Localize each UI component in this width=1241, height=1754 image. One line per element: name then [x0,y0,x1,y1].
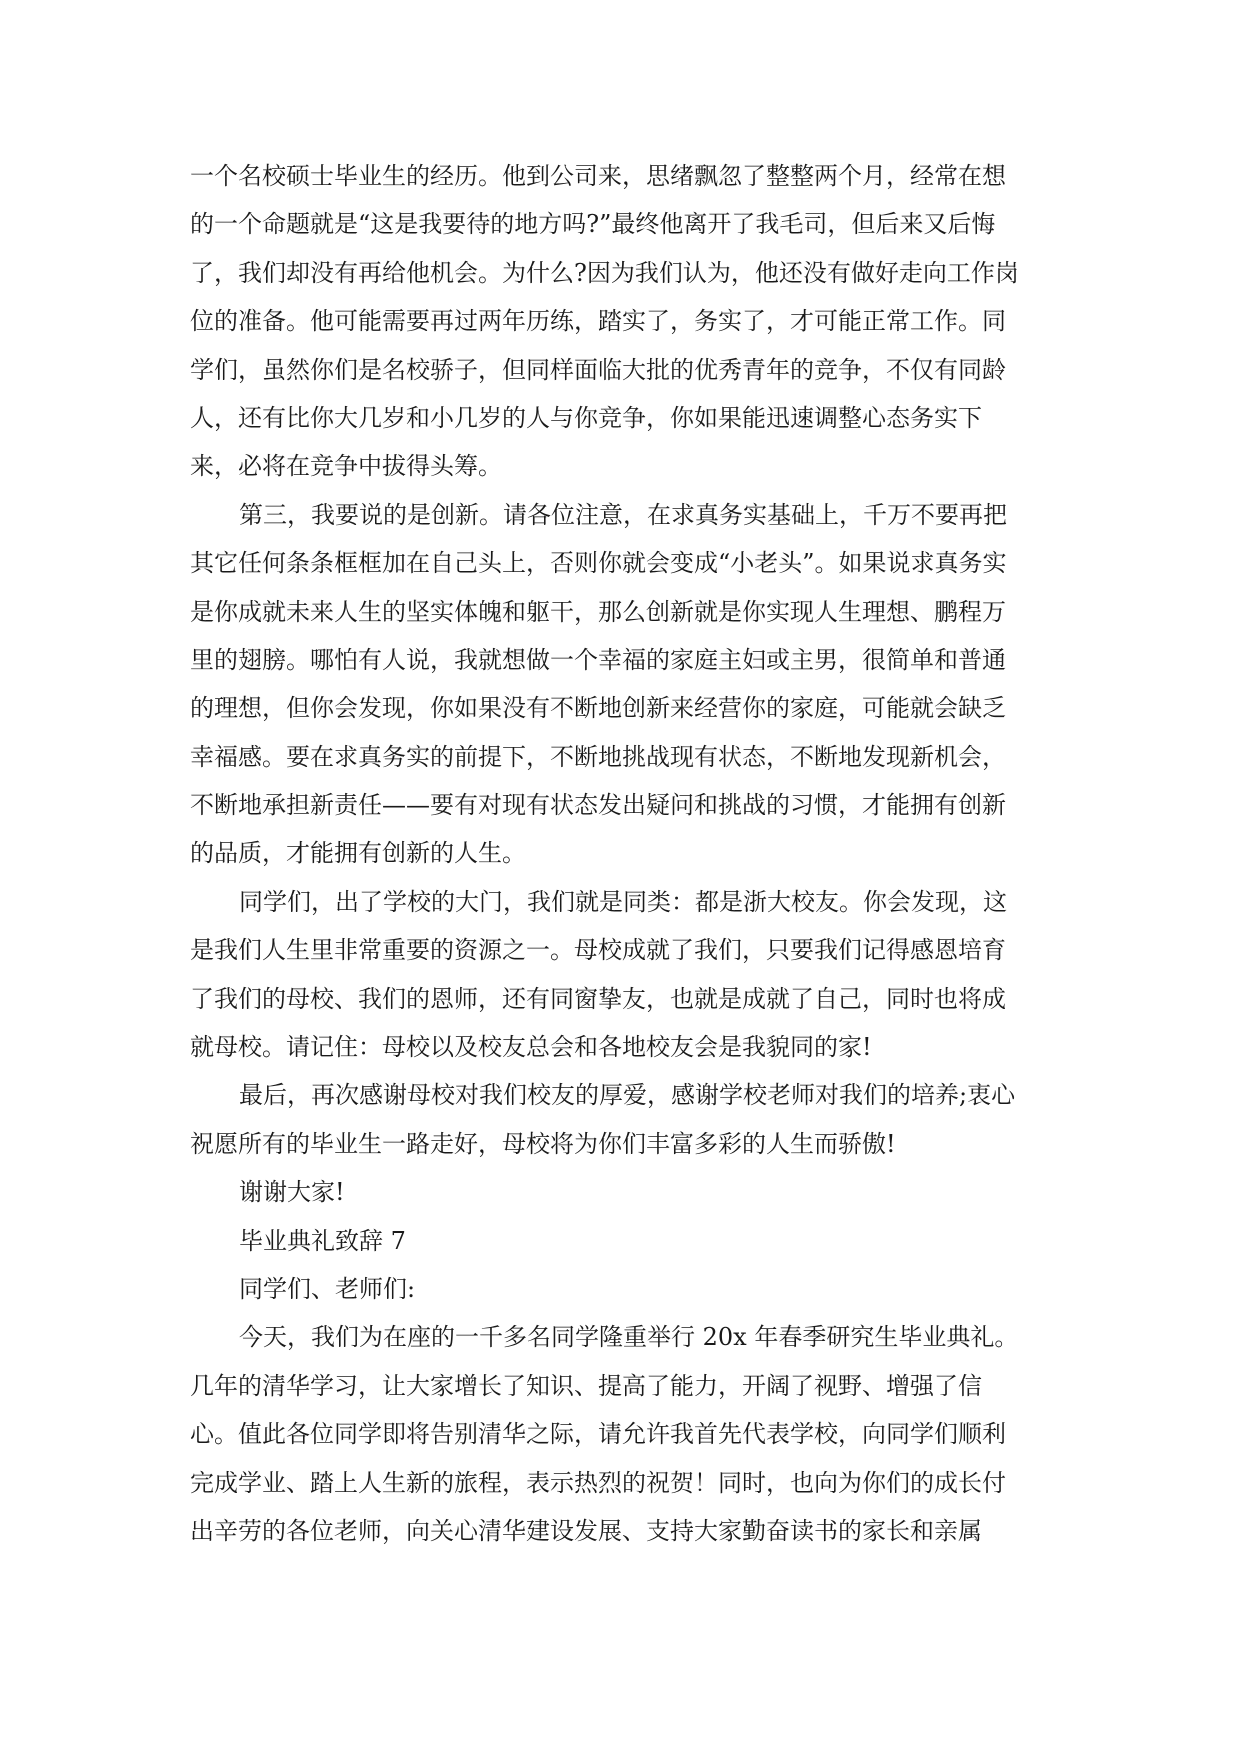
text-line: 其它任何条条框框加在自己头上，否则你就会变成“小老头”。如果说求真务实 [190,549,1007,578]
paragraph-start: 同学们，出了学校的大门，我们就是同类：都是浙大校友。你会发现，这 [239,887,1007,916]
paragraph-start: 今天，我们为在座的一千多名同学隆重举行 20x 年春季研究生毕业典礼。 [239,1323,1019,1352]
text-line: 位的准备。他可能需要再过两年历练，踏实了，务实了，才可能正常工作。同 [190,307,1006,336]
text-line: 学们，虽然你们是名校骄子，但同样面临大批的优秀青年的竞争，不仅有同龄 [190,355,1006,384]
text-line: 不断地承担新责任——要有对现有状态发出疑问和挑战的习惯，才能拥有创新 [190,791,1006,820]
text-line: 里的翅膀。哪怕有人说，我就想做一个幸福的家庭主妇或主男，很简单和普通 [190,645,1006,674]
text-line: 来，必将在竞争中拔得头筹。 [190,452,502,481]
text-line: 了我们的母校、我们的恩师，还有同窗挚友，也就是成就了自己，同时也将成 [190,984,1006,1013]
text-line: 人，还有比你大几岁和小几岁的人与你竞争，你如果能迅速调整心态务实下 [190,403,982,432]
document-body [190,152,1065,1555]
section-heading: 毕业典礼致辞 7 [239,1226,406,1255]
text-line: 的一个命题就是“这是我要待的地方吗?”最终他离开了我毛司，但后来又后悔 [190,210,996,239]
text-line: 幸福感。要在求真务实的前提下，不断地挑战现有状态，不断地发现新机会， [190,742,1006,771]
text-line: 心。值此各位同学即将告别清华之际，请允许我首先代表学校，向同学们顺利 [190,1420,1006,1449]
text-line: 是我们人生里非常重要的资源之一。母校成就了我们，只要我们记得感恩培育 [190,936,1006,965]
paragraph-start: 最后，再次感谢母校对我们校友的厚爱，感谢学校老师对我们的培养;衷心 [239,1081,1016,1110]
text-line: 的理想，但你会发现，你如果没有不断地创新来经营你的家庭，可能就会缺乏 [190,694,1006,723]
text-line: 的品质，才能拥有创新的人生。 [190,839,526,868]
closing-thanks: 谢谢大家! [239,1178,345,1207]
paragraph-start: 第三，我要说的是创新。请各位注意，在求真务实基础上，千万不要再把 [239,500,1007,529]
text-line: 出辛劳的各位老师，向关心清华建设发展、支持大家勤奋读书的家长和亲属 [190,1516,982,1545]
text-line: 了，我们却没有再给他机会。为什么?因为我们认为，他还没有做好走向工作岗 [190,258,1019,287]
text-line: 一个名校硕士毕业生的经历。他到公司来，思绪飘忽了整整两个月，经常在想 [190,162,1006,190]
text-line: 祝愿所有的毕业生一路走好，母校将为你们丰富多彩的人生而骄傲! [190,1129,896,1158]
salutation: 同学们、老师们: [239,1274,416,1303]
text-line: 是你成就未来人生的坚实体魄和躯干，那么创新就是你实现人生理想、鹏程万 [190,597,1006,626]
text-line: 就母校。请记住：母校以及校友总会和各地校友会是我貌同的家! [190,1033,872,1062]
text-line: 完成学业、踏上人生新的旅程，表示热烈的祝贺！同时，也向为你们的成长付 [190,1468,1006,1497]
text-line: 几年的清华学习，让大家增长了知识、提高了能力，开阔了视野、增强了信 [190,1371,982,1400]
